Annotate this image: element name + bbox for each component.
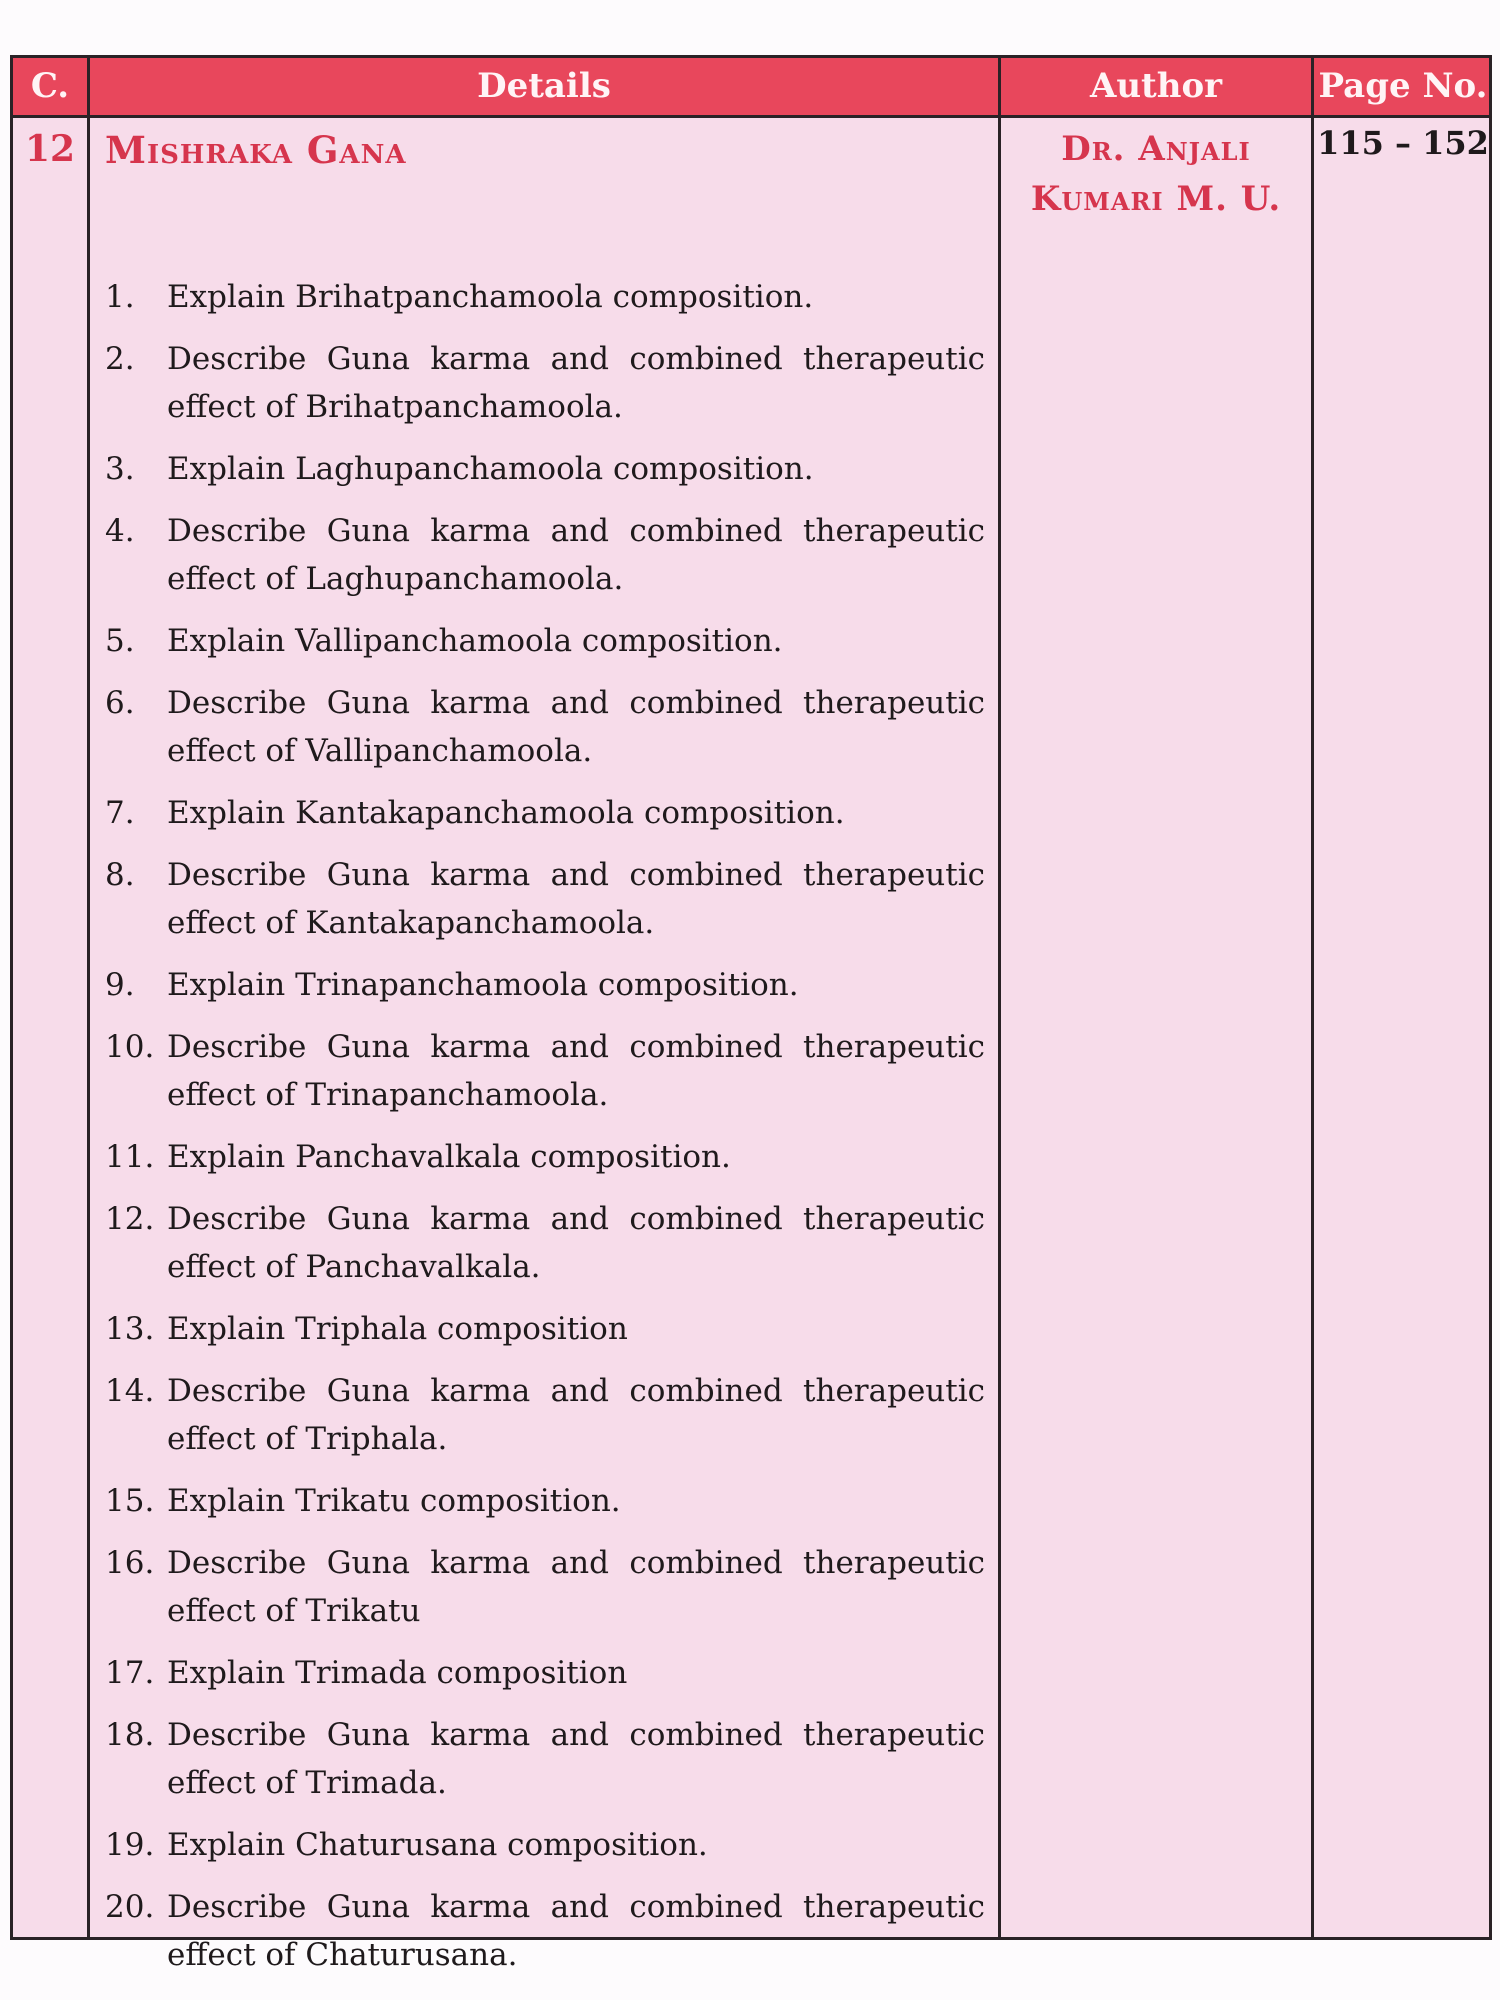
question-number: 17. [105, 1655, 155, 1691]
question-number: 13. [105, 1311, 155, 1347]
question-table [10, 55, 1492, 1973]
question-item [105, 679, 985, 775]
header-page-no: Page No. [1318, 66, 1488, 106]
question-item [105, 1023, 985, 1119]
question-item [105, 1711, 985, 1807]
question-number: 3. [105, 451, 135, 487]
question-number: 6. [105, 685, 135, 721]
header-details: Details [477, 66, 611, 106]
question-item [105, 445, 985, 493]
page-range: 115 – 152 [1317, 124, 1489, 162]
question-number: 7. [105, 795, 135, 831]
question-item [105, 617, 985, 665]
question-text: Describe Guna karma and combined therapeutic effect of Kantakapanchamoola. [167, 857, 985, 941]
question-item [105, 1133, 985, 1181]
question-text: Explain Panchavalkala composition. [167, 1139, 731, 1175]
question-number: 4. [105, 513, 135, 549]
header-chapter-no: C. [30, 66, 70, 106]
question-text: Explain Trimada composition [167, 1655, 628, 1691]
question-text: Describe Guna karma and combined therapeutic effect of Triphala. [167, 1373, 985, 1457]
chapter-title: Mishraka Gana [105, 128, 407, 172]
question-item [105, 851, 985, 947]
table-header [13, 58, 1489, 118]
question-number: 18. [105, 1717, 155, 1753]
question-number: 2. [105, 341, 135, 377]
question-text: Explain Trinapanchamoola composition. [167, 967, 799, 1003]
author-name [1001, 124, 1311, 224]
column-divider [87, 58, 90, 1937]
question-number: 12. [105, 1201, 155, 1237]
question-text: Explain Trikatu composition. [167, 1483, 621, 1519]
question-text: Explain Laghupanchamoola composition. [167, 451, 814, 487]
question-text: Explain Chaturusana composition. [167, 1827, 708, 1863]
question-item [105, 1305, 985, 1353]
question-number: 20. [105, 1889, 155, 1925]
question-text: Explain Triphala composition [167, 1311, 628, 1347]
question-item [105, 273, 985, 321]
question-text: Describe Guna karma and combined therapeutic effect of Laghupanchamoola. [167, 513, 985, 597]
question-item [105, 1539, 985, 1635]
question-number: 10. [105, 1029, 155, 1065]
question-text: Describe Guna karma and combined therapeutic effect of Vallipanchamoola. [167, 685, 985, 769]
author-line-1: Dr. Anjali [1061, 129, 1251, 169]
header-author: Author [1089, 66, 1223, 106]
question-text: Describe Guna karma and combined therapeutic effect of Brihatpanchamoola. [167, 341, 985, 425]
question-item [105, 1477, 985, 1525]
question-item [105, 507, 985, 603]
question-item [105, 1883, 985, 1979]
question-text: Describe Guna karma and combined therapeutic effect of Chaturusana. [167, 1889, 985, 1973]
question-text: Explain Brihatpanchamoola composition. [167, 279, 814, 315]
question-text: Describe Guna karma and combined therapeutic effect of Trimada. [167, 1717, 985, 1801]
question-item [105, 789, 985, 837]
question-item [105, 335, 985, 431]
question-number: 15. [105, 1483, 155, 1519]
author-line-2: Kumari M. U. [1030, 179, 1282, 219]
question-number: 9. [105, 967, 135, 1003]
question-number: 19. [105, 1827, 155, 1863]
question-item [105, 1649, 985, 1697]
question-number: 16. [105, 1545, 155, 1581]
question-text: Describe Guna karma and combined therapeutic effect of Trikatu [167, 1545, 985, 1629]
question-item [105, 1367, 985, 1463]
question-item [105, 961, 985, 1009]
question-text: Explain Kantakapanchamoola composition. [167, 795, 845, 831]
question-text: Explain Vallipanchamoola composition. [167, 623, 783, 659]
question-text: Describe Guna karma and combined therapeutic effect of Panchavalkala. [167, 1201, 985, 1285]
column-divider [998, 58, 1001, 1937]
question-item [105, 1195, 985, 1291]
column-divider [1311, 58, 1314, 1937]
question-number: 11. [105, 1139, 155, 1175]
question-item [105, 1821, 985, 1869]
question-number: 5. [105, 623, 135, 659]
question-number: 14. [105, 1373, 155, 1409]
question-number: 8. [105, 857, 135, 893]
question-text: Describe Guna karma and combined therapeutic effect of Trinapanchamoola. [167, 1029, 985, 1113]
chapter-number: 12 [24, 128, 76, 170]
question-number: 1. [105, 279, 135, 315]
